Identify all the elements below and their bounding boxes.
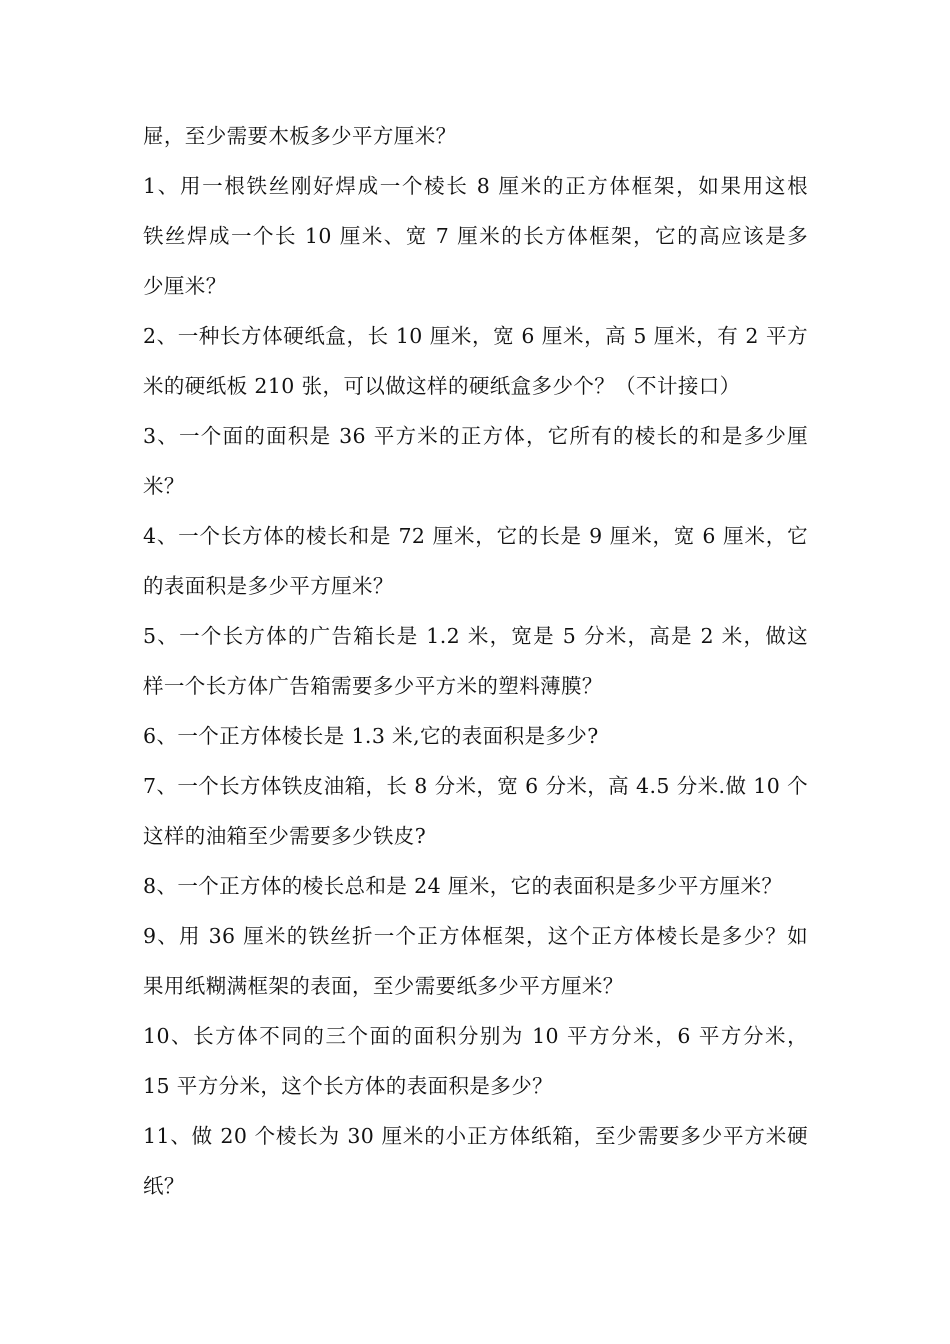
question-1-line-3: 少厘米？ [143,274,227,298]
question-1-line-2: 铁丝焊成一个长 10 厘米、宽 7 厘米的长方体框架，它的高应该是多 [143,224,808,248]
question-7-line-2: 这样的油箱至少需要多少铁皮? [143,824,427,848]
question-5-line-2: 样一个长方体广告箱需要多少平方米的塑料薄膜？ [143,674,603,698]
document-text [143,111,808,1211]
question-10-line-2: 15 平方分米，这个长方体的表面积是多少？ [143,1074,554,1098]
question-9-line-1: 9、用 36 厘米的铁丝折一个正方体框架，这个正方体棱长是多少？如 [143,924,808,948]
question-11-line-1: 11、做 20 个棱长为 30 厘米的小正方体纸箱，至少需要多少平方米硬 [143,1124,808,1148]
question-11-line-2: 纸？ [143,1174,185,1198]
question-4-line-2: 的表面积是多少平方厘米？ [143,574,394,598]
question-3-line-1: 3、一个面的面积是 36 平方米的正方体，它所有的棱长的和是多少厘 [143,424,808,448]
question-3-line-2: 米？ [143,474,185,498]
question-1-line-1: 1、用一根铁丝刚好焊成一个棱长 8 厘米的正方体框架，如果用这根 [143,174,808,198]
question-10-line-1: 10、长方体不同的三个面的面积分别为 10 平方分米，6 平方分米， [143,1024,808,1048]
question-5-line-1: 5、一个长方体的广告箱长是 1.2 米，宽是 5 分米，高是 2 米，做这 [143,624,808,648]
question-4-line-1: 4、一个长方体的棱长和是 72 厘米，它的长是 9 厘米，宽 6 厘米，它 [143,524,808,548]
question-6-line-1: 6、一个正方体棱长是 1.3 米,它的表面积是多少? [143,724,599,748]
question-2-line-2: 米的硬纸板 210 张，可以做这样的硬纸盒多少个？（不计接口） [143,374,741,398]
question-7-line-1: 7、一个长方体铁皮油箱，长 8 分米，宽 6 分米，高 4.5 分米.做 10 个 [143,774,808,798]
question-8-line-1: 8、一个正方体的棱长总和是 24 厘米，它的表面积是多少平方厘米？ [143,874,783,898]
question-9-line-2: 果用纸糊满框架的表面，至少需要纸多少平方厘米？ [143,974,624,998]
question-2-line-1: 2、一种长方体硬纸盒，长 10 厘米，宽 6 厘米，高 5 厘米，有 2 平方 [143,324,808,348]
text-line-continuation: 屉，至少需要木板多少平方厘米？ [143,124,457,148]
